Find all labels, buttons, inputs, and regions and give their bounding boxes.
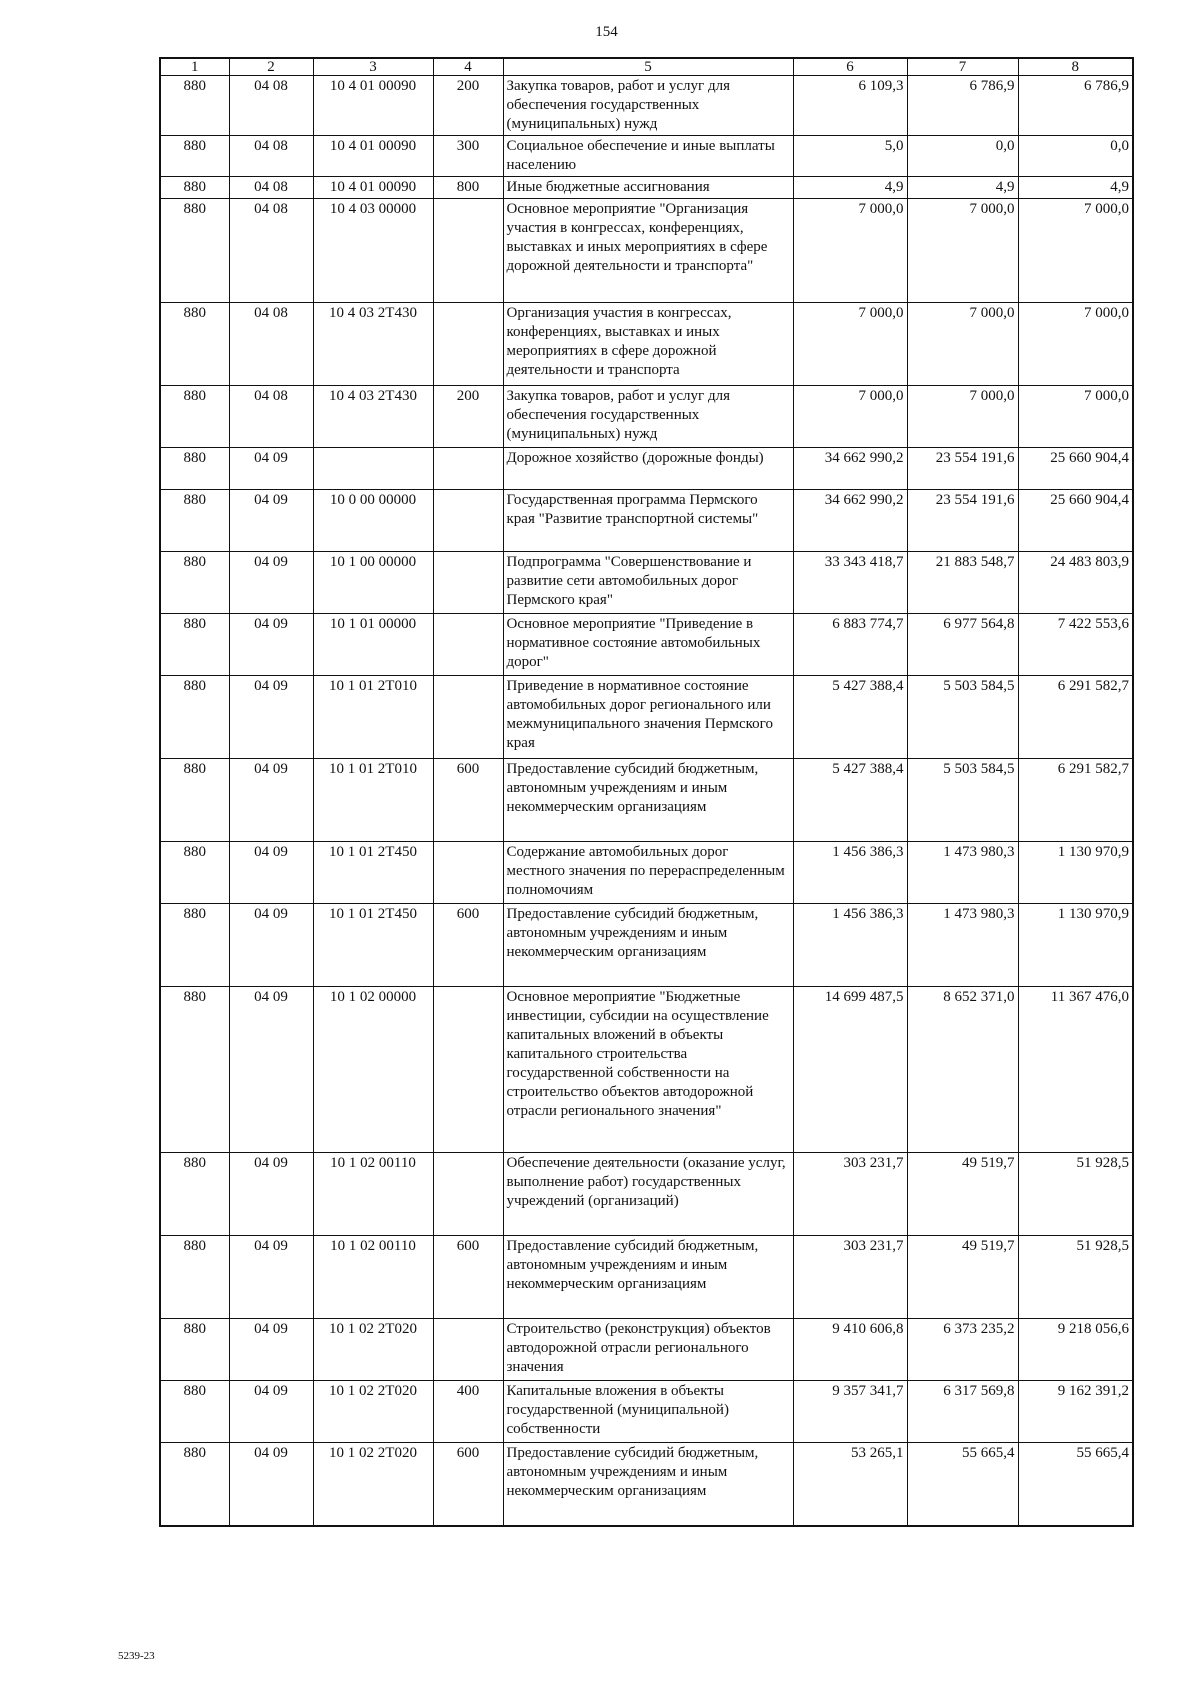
target-article-code: 10 1 02 2Т020 [313,1319,433,1381]
expense-type-code: 600 [433,1443,503,1526]
section-code: 04 09 [229,614,313,676]
table-row [160,842,1133,904]
table-row [160,136,1133,177]
ministry-code: 880 [160,303,229,386]
ministry-code: 880 [160,1319,229,1381]
target-article-code: 10 4 03 2Т430 [313,386,433,448]
ministry-code: 880 [160,490,229,552]
amount-col-8: 4,9 [1018,177,1133,199]
section-code: 04 08 [229,76,313,136]
table-row [160,676,1133,759]
amount-col-7: 49 519,7 [907,1236,1018,1319]
expense-type-code: 600 [433,1236,503,1319]
target-article-code: 10 1 02 00000 [313,987,433,1153]
item-name: Иные бюджетные ассигнования [503,177,793,199]
document-code: 5239-23 [118,1650,155,1662]
amount-col-8: 25 660 904,4 [1018,448,1133,490]
amount-col-6: 34 662 990,2 [793,448,907,490]
table-row [160,199,1133,303]
amount-col-8: 9 218 056,6 [1018,1319,1133,1381]
ministry-code: 880 [160,1381,229,1443]
expense-type-code: 200 [433,386,503,448]
expense-type-code [433,842,503,904]
amount-col-7: 6 786,9 [907,76,1018,136]
table-row [160,448,1133,490]
amount-col-7: 49 519,7 [907,1153,1018,1236]
item-name: Предоставление субсидий бюджетным, автономным учреждениям и иным некоммерческим организациям [503,759,793,842]
expense-type-code [433,303,503,386]
ministry-code: 880 [160,987,229,1153]
ministry-code: 880 [160,904,229,987]
target-article-code: 10 1 02 00110 [313,1153,433,1236]
target-article-code: 10 1 01 2Т010 [313,759,433,842]
table-row [160,76,1133,136]
amount-col-8: 11 367 476,0 [1018,987,1133,1153]
amount-col-8: 7 000,0 [1018,303,1133,386]
target-article-code: 10 1 02 00110 [313,1236,433,1319]
ministry-code: 880 [160,552,229,614]
expense-type-code [433,490,503,552]
table-row [160,759,1133,842]
amount-col-7: 6 373 235,2 [907,1319,1018,1381]
amount-col-6: 34 662 990,2 [793,490,907,552]
table-row [160,177,1133,199]
table-row [160,386,1133,448]
amount-col-8: 6 786,9 [1018,76,1133,136]
amount-col-7: 5 503 584,5 [907,676,1018,759]
target-article-code: 10 1 00 00000 [313,552,433,614]
ministry-code: 880 [160,842,229,904]
table-row [160,1236,1133,1319]
amount-col-6: 5,0 [793,136,907,177]
item-name: Предоставление субсидий бюджетным, автономным учреждениям и иным некоммерческим организациям [503,904,793,987]
section-code: 04 08 [229,136,313,177]
amount-col-7: 5 503 584,5 [907,759,1018,842]
ministry-code: 880 [160,676,229,759]
amount-col-7: 55 665,4 [907,1443,1018,1526]
item-name: Подпрограмма "Совершенствование и развитие сети автомобильных дорог Пермского края" [503,552,793,614]
column-header: 4 [433,58,503,76]
section-code: 04 08 [229,386,313,448]
amount-col-6: 7 000,0 [793,386,907,448]
table-row [160,987,1133,1153]
expense-type-code [433,199,503,303]
table-row [160,1443,1133,1526]
amount-col-8: 6 291 582,7 [1018,676,1133,759]
amount-col-6: 1 456 386,3 [793,904,907,987]
item-name: Основное мероприятие "Приведение в нормативное состояние автомобильных дорог" [503,614,793,676]
expense-type-code [433,676,503,759]
item-name: Обеспечение деятельности (оказание услуг, выполнение работ) государственных учреждений (организаций) [503,1153,793,1236]
amount-col-8: 55 665,4 [1018,1443,1133,1526]
ministry-code: 880 [160,614,229,676]
amount-col-7: 1 473 980,3 [907,842,1018,904]
column-header: 2 [229,58,313,76]
section-code: 04 09 [229,1153,313,1236]
ministry-code: 880 [160,386,229,448]
item-name: Основное мероприятие "Организация участия в конгрессах, конференциях, выставках и иных мероприятиях в сфере дорожной деятельности и транспорта" [503,199,793,303]
expense-type-code: 600 [433,759,503,842]
ministry-code: 880 [160,1153,229,1236]
section-code: 04 09 [229,904,313,987]
section-code: 04 09 [229,759,313,842]
amount-col-6: 4,9 [793,177,907,199]
section-code: 04 09 [229,842,313,904]
amount-col-6: 7 000,0 [793,199,907,303]
target-article-code: 10 4 03 2Т430 [313,303,433,386]
amount-col-7: 6 977 564,8 [907,614,1018,676]
amount-col-7: 0,0 [907,136,1018,177]
section-code: 04 09 [229,676,313,759]
target-article-code: 10 4 03 00000 [313,199,433,303]
target-article-code: 10 1 01 2Т010 [313,676,433,759]
amount-col-8: 24 483 803,9 [1018,552,1133,614]
amount-col-8: 9 162 391,2 [1018,1381,1133,1443]
target-article-code: 10 4 01 00090 [313,76,433,136]
item-name: Капитальные вложения в объекты государственной (муниципальной) собственности [503,1381,793,1443]
section-code: 04 09 [229,987,313,1153]
amount-col-8: 7 000,0 [1018,199,1133,303]
ministry-code: 880 [160,199,229,303]
target-article-code: 10 1 02 2Т020 [313,1443,433,1526]
amount-col-6: 1 456 386,3 [793,842,907,904]
amount-col-8: 51 928,5 [1018,1236,1133,1319]
item-name: Государственная программа Пермского края "Развитие транспортной системы" [503,490,793,552]
target-article-code [313,448,433,490]
ministry-code: 880 [160,448,229,490]
table-row [160,614,1133,676]
amount-col-7: 23 554 191,6 [907,490,1018,552]
table-row [160,1381,1133,1443]
item-name: Основное мероприятие "Бюджетные инвестиции, субсидии на осуществление капитальных вложений в объекты капитального строительства государственной собственности на строительство объектов автодорожной отрасли регионального значения" [503,987,793,1153]
amount-col-6: 6 109,3 [793,76,907,136]
item-name: Закупка товаров, работ и услуг для обеспечения государственных (муниципальных) нужд [503,76,793,136]
expense-type-code [433,1153,503,1236]
amount-col-8: 6 291 582,7 [1018,759,1133,842]
expense-type-code: 200 [433,76,503,136]
ministry-code: 880 [160,1443,229,1526]
ministry-code: 880 [160,1236,229,1319]
table-header-row [160,58,1133,76]
amount-col-8: 25 660 904,4 [1018,490,1133,552]
table-row [160,490,1133,552]
amount-col-7: 6 317 569,8 [907,1381,1018,1443]
expense-type-code [433,448,503,490]
amount-col-8: 1 130 970,9 [1018,842,1133,904]
table-row [160,303,1133,386]
column-header: 3 [313,58,433,76]
item-name: Приведение в нормативное состояние автомобильных дорог регионального или межмуниципального значения Пермского края [503,676,793,759]
target-article-code: 10 1 01 2Т450 [313,842,433,904]
expense-type-code [433,987,503,1153]
expense-type-code: 600 [433,904,503,987]
amount-col-7: 23 554 191,6 [907,448,1018,490]
column-header: 1 [160,58,229,76]
ministry-code: 880 [160,136,229,177]
amount-col-6: 7 000,0 [793,303,907,386]
section-code: 04 08 [229,199,313,303]
expense-type-code [433,1319,503,1381]
expense-type-code: 300 [433,136,503,177]
section-code: 04 09 [229,1319,313,1381]
section-code: 04 09 [229,1443,313,1526]
section-code: 04 09 [229,1236,313,1319]
amount-col-7: 21 883 548,7 [907,552,1018,614]
item-name: Социальное обеспечение и иные выплаты населению [503,136,793,177]
amount-col-7: 4,9 [907,177,1018,199]
target-article-code: 10 4 01 00090 [313,136,433,177]
expense-type-code: 800 [433,177,503,199]
amount-col-7: 1 473 980,3 [907,904,1018,987]
target-article-code: 10 4 01 00090 [313,177,433,199]
amount-col-6: 53 265,1 [793,1443,907,1526]
target-article-code: 10 1 01 2Т450 [313,904,433,987]
section-code: 04 09 [229,490,313,552]
column-header: 5 [503,58,793,76]
amount-col-7: 7 000,0 [907,199,1018,303]
section-code: 04 08 [229,177,313,199]
column-header: 6 [793,58,907,76]
ministry-code: 880 [160,759,229,842]
table-row [160,904,1133,987]
target-article-code: 10 0 00 00000 [313,490,433,552]
amount-col-6: 5 427 388,4 [793,759,907,842]
amount-col-6: 14 699 487,5 [793,987,907,1153]
amount-col-6: 9 410 606,8 [793,1319,907,1381]
amount-col-8: 0,0 [1018,136,1133,177]
item-name: Закупка товаров, работ и услуг для обеспечения государственных (муниципальных) нужд [503,386,793,448]
amount-col-6: 303 231,7 [793,1153,907,1236]
amount-col-7: 8 652 371,0 [907,987,1018,1153]
amount-col-6: 6 883 774,7 [793,614,907,676]
amount-col-7: 7 000,0 [907,386,1018,448]
item-name: Дорожное хозяйство (дорожные фонды) [503,448,793,490]
amount-col-7: 7 000,0 [907,303,1018,386]
column-header: 8 [1018,58,1133,76]
item-name: Предоставление субсидий бюджетным, автономным учреждениям и иным некоммерческим организациям [503,1443,793,1526]
page-number: 154 [595,24,618,40]
expense-type-code [433,614,503,676]
item-name: Строительство (реконструкция) объектов автодорожной отрасли регионального значения [503,1319,793,1381]
item-name: Содержание автомобильных дорог местного значения по перераспределенным полномочиям [503,842,793,904]
ministry-code: 880 [160,76,229,136]
section-code: 04 08 [229,303,313,386]
ministry-code: 880 [160,177,229,199]
amount-col-6: 5 427 388,4 [793,676,907,759]
section-code: 04 09 [229,1381,313,1443]
expense-type-code: 400 [433,1381,503,1443]
target-article-code: 10 1 02 2Т020 [313,1381,433,1443]
target-article-code: 10 1 01 00000 [313,614,433,676]
amount-col-8: 7 000,0 [1018,386,1133,448]
amount-col-8: 51 928,5 [1018,1153,1133,1236]
budget-table [159,57,1134,1527]
section-code: 04 09 [229,448,313,490]
amount-col-8: 1 130 970,9 [1018,904,1133,987]
amount-col-8: 7 422 553,6 [1018,614,1133,676]
amount-col-6: 303 231,7 [793,1236,907,1319]
item-name: Предоставление субсидий бюджетным, автономным учреждениям и иным некоммерческим организациям [503,1236,793,1319]
table-row [160,1319,1133,1381]
table-row [160,1153,1133,1236]
expense-type-code [433,552,503,614]
item-name: Организация участия в конгрессах, конференциях, выставках и иных мероприятиях в сфере дорожной деятельности и транспорта [503,303,793,386]
column-header: 7 [907,58,1018,76]
amount-col-6: 33 343 418,7 [793,552,907,614]
table-row [160,552,1133,614]
amount-col-6: 9 357 341,7 [793,1381,907,1443]
section-code: 04 09 [229,552,313,614]
